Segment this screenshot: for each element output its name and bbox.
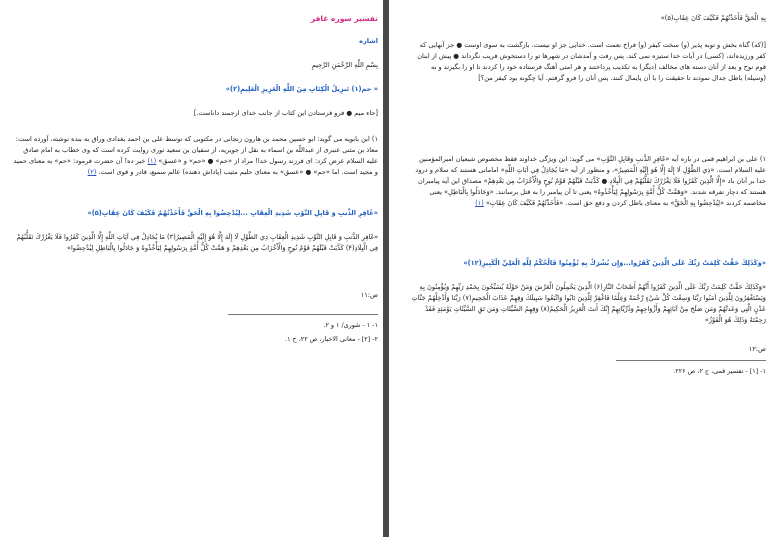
verse-block: «وَكَذَلِكَ حَقَّتْ كَلِمَتُ رَبِّكَ عَلَى الَّذِينَ كَفَرُوا أَنَّهُمْ أَصْحَابُ النَّارِ(۶) الَّذِينَ يَحْمِلُونَ الْعَرْشَ وَمَنْ حَوْلَهُ يُسَبِّحُونَ بِحَمْدِ رَبِّهِمْ وَيُؤْمِنُونَ بِهِ وَيَسْتَغْفِرُونَ لِلَّذِينَ آمَنُوا رَبَّنَا وَسِعْتَ كُلَّ شَيْءٍ رَّحْمَةً وَعِلْمًا فَاغْفِرْ لِلَّذِينَ تَابُوا وَاتَّبَعُوا سَبِيلَكَ وَقِهِمْ عَذَابَ الْجَحِيمِ(۷) رَبَّنَا وَأَدْخِلْهُمْ جَنَّاتِ عَدْنٍ الَّتِي وَعَدتَّهُمْ وَمَن صَلَحَ مِنْ آبَائِهِمْ وَأَزْوَاجِهِمْ وَذُرِّيَّاتِهِمْ إِنَّكَ أَنتَ الْعَزِيزُ الْحَكِيمُ(۸) وَقِهِمُ السَّيِّئَاتِ وَمَن تَقِ السَّيِّئَاتِ يَوْمَئِذٍ فَقَدْ رَحِمْتَهُ وَذَلِكَ هُوَ الْفَوْزُ» bbox=[411, 283, 766, 324]
verse-translation: [حاء میم ● فرو فرستادن این کتاب از جانب خدای ارجمند داناست.] bbox=[193, 109, 378, 117]
footnote-link[interactable]: (۲) bbox=[87, 168, 97, 176]
verse-heading: «غَافِرِ الذَّنبِ وَ قَابِلِ التَّوْبِ شَدِيدِ الْعِقَابِ ...لِيُدْحِضُوا بِهِ الْحَقَّ فَأَخَذْتُهُمْ فَكَيْفَ كَانَ عِقَابِ(۵)» bbox=[87, 209, 378, 217]
left-page bbox=[12, 0, 378, 537]
book-gutter bbox=[383, 0, 389, 537]
footnote-link[interactable]: (۱) bbox=[475, 199, 484, 207]
page-title: تفسير سوره غافر bbox=[310, 14, 378, 23]
paragraph-text: خبر ده! آن حضرت فرمود: «حم» به معنای حمید و مجید است. اما «حم» ● «عسق» به معنای حلیم مثیب (پاداش دهنده) عالم سمیع، قادر و قوی است. bbox=[13, 157, 378, 176]
footnote: ۲- [۲] - معانی الاخبار، ص ۲۲، ح ۱. bbox=[285, 335, 378, 343]
commentary-paragraph bbox=[408, 154, 766, 209]
footnote-divider bbox=[408, 360, 766, 361]
verse-continuation: بِهِ الْحَقَّ فَأَخَذْتُهُمْ فَكَيْفَ كَانَ عِقَابِ(۵)» bbox=[660, 14, 766, 22]
paragraph-text: ۱) ابن بابویه می گوید: ابو حسین محمد بن هارون زنجانی در مکتوبی که توسط علی بن احمد بغدادی وراق به بنده نوشته، آورده است: معاذ بن مثنی عنبری از عبداللّه بن اسماء به نقل از جویریه، از سفیان بن سعید ثوری روایت کرده است که وی خطاب به امام صادق علیه السلام عرض کرد: ای فرزند رسول خدا! مراد از «حم» ● «حم» و «عسق» bbox=[15, 135, 378, 165]
right-page bbox=[408, 0, 766, 537]
verse-heading: «وَكَذَلِكَ حَقَّتْ كَلِمَتُ رَبِّكَ عَلَى الَّذِينَ كَفَرُوا...وَإِن يُشْرَكْ بِهِ تُؤْمِنُوا فَالْحُكْمُ لِلَّهِ الْعَلِيِّ الْكَبِيرِ(۱۲)» bbox=[463, 259, 766, 267]
section-heading: اشاره bbox=[359, 37, 378, 45]
commentary-paragraph bbox=[12, 134, 378, 178]
paragraph-text: ۱) علی بن ابراهیم قمی در باره آیه «غَافِرِ الذَّنبِ وَقَابِلِ التَّوْبِ» می گوید: این ویژگی خداوند فقط مخصوص شیعیان امیرالمؤمنین علیه السلام است. «ذِي الطَّوْلِ لَا إِلَهَ إِلَّا هُوَ إِلَيْهِ الْمَصِيرُ»، و منظور از آیه «مَا يُجَادِلُ فِي آيَاتِ اللَّهِ» امامانی هستند که سلام و درود خدا بر آنان باد «إِلَّا الَّذِينَ كَفَرُوا فَلَا يَغْرُرْكَ تَقَلُّبُهُمْ فِي الْبِلَادِ ● كَذَّبَتْ قَبْلَهُمْ قَوْمُ نُوحٍ وَالْأَحْزَابُ مِن بَعْدِهِمْ» مصداق این آیه پیامبران هستند که دچار تفرقه شدند. «وَهَمَّتْ كُلُّ أُمَّةٍ بِرَسُولِهِمْ لِيَأْخُذُوهُ» یعنی تا آن پیامبر را به قتل برسانند. «وَجَادَلُوا بِالْبَاطِلِ» یعنی مخاصمه کردند «لِيُدْحِضُوا بِهِ الْحَقَّ» به معنای باطل کردن و دفع حق است. «فَأَخَذْتُهُمْ فَكَيْفَ كَانَ عِقَابِ» bbox=[415, 155, 766, 207]
footnote-divider bbox=[12, 314, 378, 315]
verse-heading: « حم(۱) تَنزِيلُ الْكِتَابِ مِنَ اللَّهِ الْعَزِيزِ الْعَلِيمِ(۲)» bbox=[225, 85, 378, 93]
footnote: ۱- ۱ - شوری/ ۱ و ۲. bbox=[323, 321, 378, 329]
basmala: بِسْمِ اللَّهِ الرَّحْمَنِ الرَّحِيمِ bbox=[311, 61, 378, 69]
page-number: ص:۱۲ bbox=[748, 345, 766, 353]
footnote: ۱- [۱] - تفسیر قمی، ج ۲، ص ۲۲۶. bbox=[673, 367, 766, 375]
page-number: ص:۱۱ bbox=[360, 291, 378, 299]
footnote-link[interactable]: (۱) bbox=[147, 157, 157, 165]
verse-block: «غَافِرِ الذَّنبِ وَ قَابِلِ التَّوْبِ شَدِيدِ الْعِقَابِ ذِي الطَّوْلِ لَا إِلَهَ إِلَّا هُوَ إِلَيْهِ الْمَصِيرُ(۳) مَا يُجَادِلُ فِي آيَاتِ اللَّهِ إِلَّا الَّذِينَ كَفَرُوا فَلَا يَغْرُرْكَ تَقَلُّبُهُمْ فِي الْبِلَادِ(۴) كَذَّبَتْ قَبْلَهُمْ قَوْمُ نُوحٍ وَالْأَحْزَابُ مِن بَعْدِهِمْ وَ هَمَّتْ كُلُّ أُمَّةٍ بِرَسُولِهِمْ لِيَأْخُذُوهُ وَ جَادَلُوا بِالْبَاطِلِ لِيُدْحِضُوا» bbox=[16, 233, 378, 252]
verse-translation: [(که) گناه بخش و توبه پذیر (و) سخت کیفر (و) فراخ نعمت است. خدایی جز او نیست. بازگشت به سوی اوست ● جز آنهایی که کفر ورزیده‌اند، (کسی) در آیات خدا ستیزه نمی کند. پس رفت و آمدشان در شهرها تو را دستخوش فریب نگرداند ● پیش از اینان قوم نوح و بعد از آنان دسته های مخالف (دیگر) به تکذیب پرداختند و هر امتی آهنگ فرستاده خود را کردند تا او را بگیرند و به (وسیله) باطل جدال نمودند تا حقیقت را با آن پایمال کنند. پس آنان را فرو گرفتم. آیا چگونه بود کیفر من؟] bbox=[417, 41, 766, 82]
